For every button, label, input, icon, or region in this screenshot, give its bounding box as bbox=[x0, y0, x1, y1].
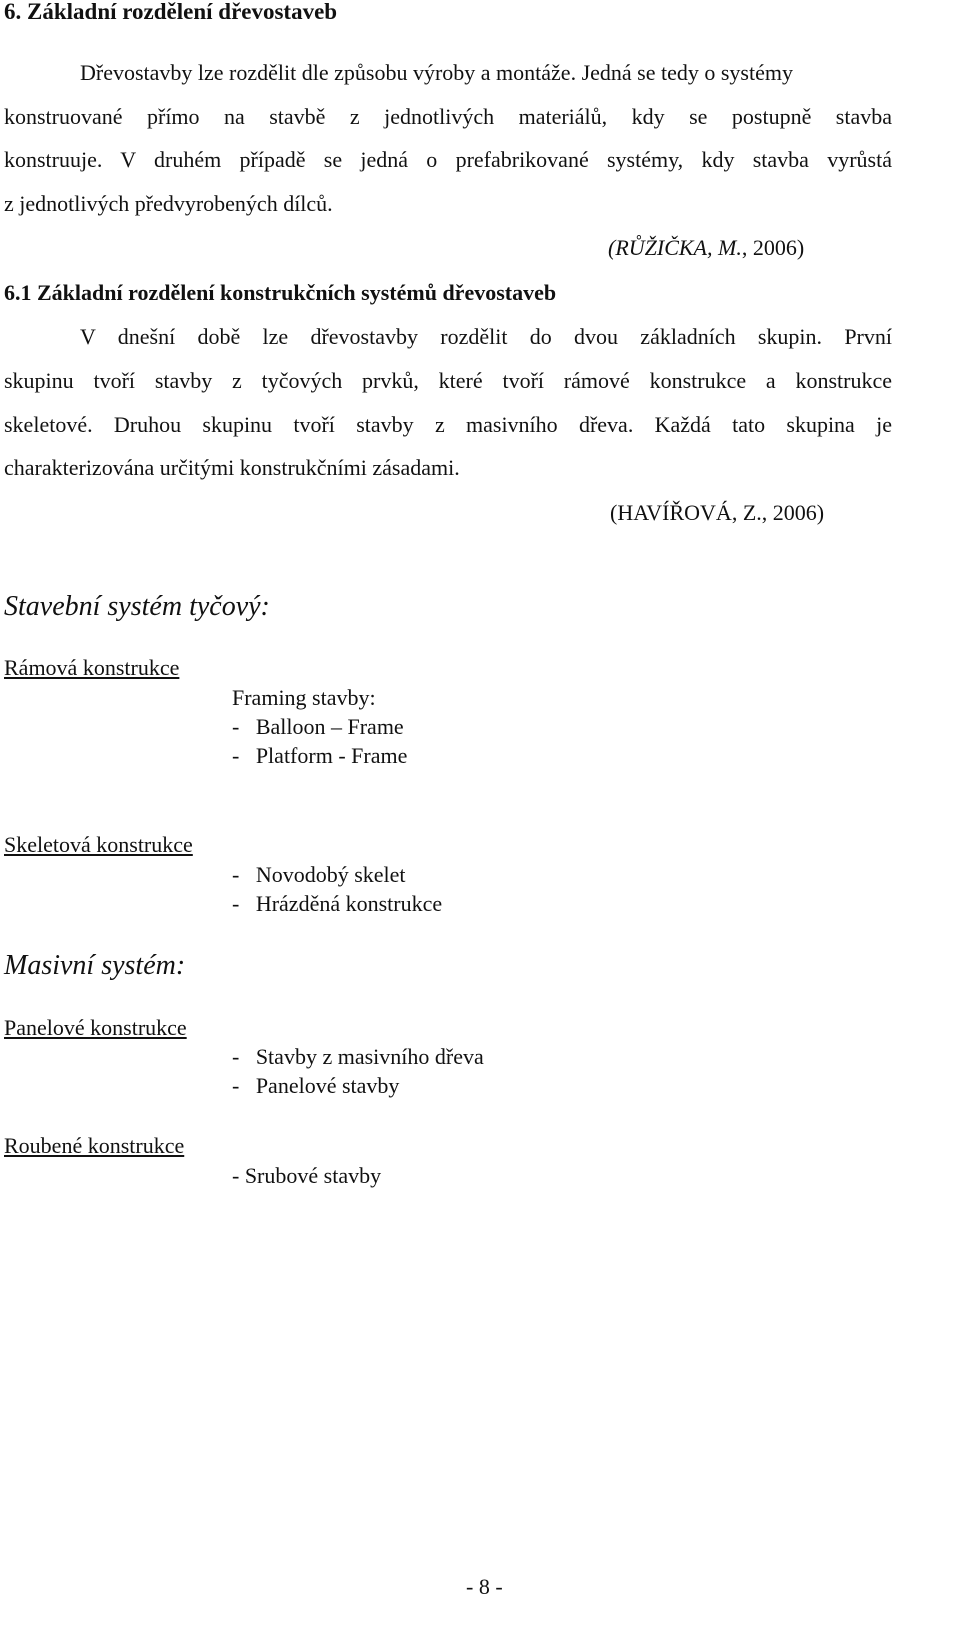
intro-line-2: konstruované přímo na stavbě z jednotlivých materiálů, kdy se postupně stavba bbox=[4, 104, 892, 129]
para2-line-2: skupinu tvoří stavby z tyčových prvků, které tvoří rámové konstrukce a konstrukce bbox=[4, 368, 892, 393]
panel-item-panel-buildings: - Panelové stavby bbox=[232, 1073, 400, 1098]
citation-2-author: (HAVÍŘOVÁ, Z. bbox=[610, 500, 762, 525]
skeleton-item-modern: - Novodobý skelet bbox=[232, 862, 406, 887]
page-number: - 8 - bbox=[466, 1574, 503, 1599]
log-construction-label: Roubené konstrukce bbox=[4, 1133, 185, 1158]
framing-title: Framing stavby: bbox=[232, 685, 376, 710]
panel-item-solid-wood: - Stavby z masivního dřeva bbox=[232, 1044, 484, 1069]
para2-line-3: skeletové. Druhou skupinu tvoří stavby z masivního dřeva. Každá tato skupina je bbox=[4, 412, 892, 437]
intro-line-4: z jednotlivých předvyrobených dílců. bbox=[4, 191, 333, 216]
framing-item-balloon: - Balloon – Frame bbox=[232, 714, 404, 739]
intro-line-1: Dřevostavby lze rozdělit dle způsobu výroby a montáže. Jedná se tedy o systémy bbox=[80, 60, 793, 85]
skeleton-item-half-timbered: - Hrázděná konstrukce bbox=[232, 891, 443, 916]
citation-2-year: , 2006) bbox=[761, 500, 825, 525]
citation-1 bbox=[608, 232, 804, 263]
citation-1-author: (RŮŽIČKA, M. bbox=[608, 235, 742, 260]
section-heading: 6.1 Základní rozdělení konstrukčních systémů dřevostaveb bbox=[4, 280, 557, 305]
chapter-heading: 6. Základní rozdělení dřevostaveb bbox=[4, 0, 338, 24]
intro-line-3: konstruuje. V druhém případě se jedná o prefabrikované systémy, kdy stavba vyrůstá bbox=[4, 147, 892, 172]
citation-1-year: , 2006) bbox=[741, 235, 805, 260]
system-massive-heading: Masivní systém: bbox=[4, 950, 186, 981]
para2-line-4: charakterizována určitými konstrukčními zásadami. bbox=[4, 455, 460, 480]
frame-construction-label: Rámová konstrukce bbox=[4, 655, 180, 680]
citation-2 bbox=[610, 497, 824, 528]
system-rod-heading: Stavební systém tyčový: bbox=[4, 591, 270, 622]
para2-line-1: V dnešní době lze dřevostavby rozdělit do dvou základních skupin. První bbox=[80, 324, 892, 349]
skeleton-construction-label: Skeletová konstrukce bbox=[4, 832, 193, 857]
panel-construction-label: Panelové konstrukce bbox=[4, 1015, 187, 1040]
framing-item-platform: - Platform - Frame bbox=[232, 743, 408, 768]
log-item-log-cabins: - Srubové stavby bbox=[232, 1163, 382, 1188]
